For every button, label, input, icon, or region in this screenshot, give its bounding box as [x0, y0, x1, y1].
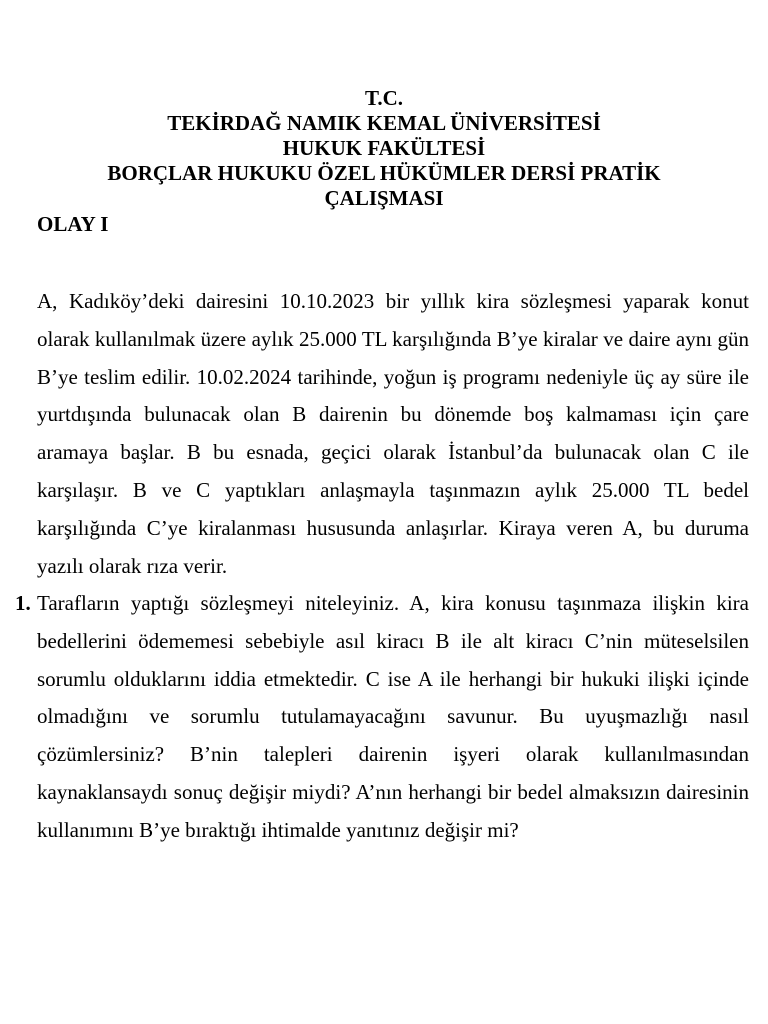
- header-line-course: BORÇLAR HUKUKU ÖZEL HÜKÜMLER DERSİ PRATİK: [107, 161, 661, 185]
- case-title: OLAY I: [37, 212, 109, 236]
- document-header: [0, 86, 768, 211]
- question-number: 1.: [15, 591, 31, 615]
- header-line-tc: T.C.: [364, 86, 404, 110]
- question-text: Tarafların yaptığı sözleşmeyi niteleyiniz. A, kira konusu taşınmaza ilişkin kira bedellerini ödememesi sebebiyle asıl kiracı B ile alt kiracı C’nin müteselsilen sorumlu olduklarını iddia etmektedir. C ise A ile herhangi bir hukuki ilişki içinde olmadığını ve sorumlu tutulamayacağını savunur. Bu uyuşmazlığı nasıl çözümlersiniz? B’nin talepleri dairenin işyeri olarak kullanılmasından kaynaklansaydı sonuç değişir miydi? A’nın herhangi bir bedel almaksızın dairesinin kullanımını B’ye bıraktığı ihtimalde yanıtınız değişir mi?: [37, 591, 749, 842]
- header-line-study: ÇALIŞMASI: [324, 186, 444, 210]
- case-text: A, Kadıköy’deki dairesini 10.10.2023 bir yıllık kira sözleşmesi yaparak konut olarak kullanılmak üzere aylık 25.000 TL karşılığında B’ye kiralar ve daire aynı gün B’ye teslim edilir. 10.02.2024 tarihinde, yoğun iş programı nedeniyle üç ay süre ile yurtdışında bulunacak olan B dairenin bu dönemde boş kalmaması için çare aramaya başlar. B bu esnada, geçici olarak İstanbul’da bulunacak olan C ile karşılaşır. B ve C yaptıkları anlaşmayla taşınmazın aylık 25.000 TL bedel karşılığında C’ye kiralanması hususunda anlaşırlar. Kiraya veren A, bu duruma yazılı olarak rıza verir.: [37, 289, 749, 578]
- header-line-university: TEKİRDAĞ NAMIK KEMAL ÜNİVERSİTESİ: [167, 111, 601, 135]
- header-line-faculty: HUKUK FAKÜLTESİ: [282, 136, 486, 160]
